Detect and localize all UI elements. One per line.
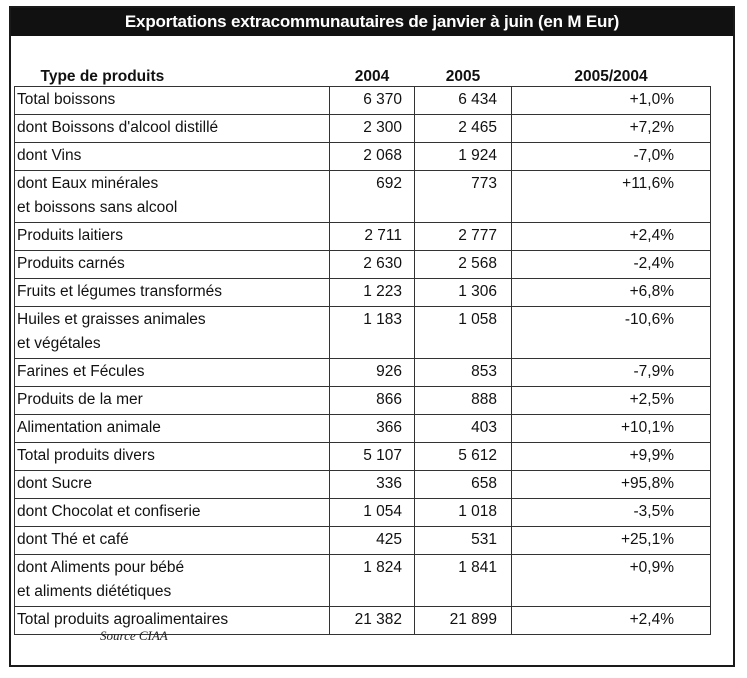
variation-cell: -7,0%: [512, 143, 711, 171]
value-2005-cell: 1 058: [415, 307, 512, 359]
variation-cell: -3,5%: [512, 499, 711, 527]
variation-cell: -10,6%: [512, 307, 711, 359]
variation-cell: +10,1%: [512, 415, 711, 443]
table-row: [15, 387, 711, 415]
value-2005-cell: 21 899: [415, 607, 512, 635]
value-2005-cell: 1 924: [415, 143, 512, 171]
product-type-cell: [15, 471, 330, 499]
product-type-line: dont Vins: [17, 147, 82, 164]
value-2004-cell: 692: [330, 171, 415, 223]
product-type-line: dont Eaux minérales: [17, 175, 159, 192]
table-row: [15, 443, 711, 471]
value-2005-cell: 2 465: [415, 115, 512, 143]
table-row: [15, 499, 711, 527]
product-type-cell: [15, 115, 330, 143]
value-2004-cell: 2 068: [330, 143, 415, 171]
value-2004-cell: 866: [330, 387, 415, 415]
variation-cell: -2,4%: [512, 251, 711, 279]
value-2004-cell: 2 711: [330, 223, 415, 251]
product-type-line: et aliments diététiques: [17, 583, 172, 600]
value-2005-cell: 658: [415, 471, 512, 499]
value-2004-cell: 366: [330, 415, 415, 443]
table-body: [15, 87, 711, 635]
product-type-cell: [15, 143, 330, 171]
product-type-line: et végétales: [17, 335, 101, 352]
product-type-line: et boissons sans alcool: [17, 199, 178, 216]
product-type-cell: [15, 223, 330, 251]
variation-cell: +7,2%: [512, 115, 711, 143]
table-row: [15, 279, 711, 307]
product-type-line: Fruits et légumes transformés: [17, 283, 223, 300]
value-2005-cell: 2 568: [415, 251, 512, 279]
product-type-line: Huiles et graisses animales: [17, 311, 206, 328]
product-type-line: dont Chocolat et confiserie: [17, 503, 201, 520]
value-2005-cell: 773: [415, 171, 512, 223]
variation-cell: +2,4%: [512, 223, 711, 251]
product-type-cell: [15, 87, 330, 115]
product-type-line: Total boissons: [17, 91, 116, 108]
product-type-line: Farines et Fécules: [17, 363, 145, 380]
variation-cell: +11,6%: [512, 171, 711, 223]
table-row: [15, 115, 711, 143]
variation-cell: +95,8%: [512, 471, 711, 499]
product-type-line: Total produits agroalimentaires: [17, 611, 229, 628]
value-2004-cell: 1 223: [330, 279, 415, 307]
value-2005-cell: 6 434: [415, 87, 512, 115]
value-2005-cell: 888: [415, 387, 512, 415]
product-type-cell: [15, 171, 330, 223]
table-row: [15, 415, 711, 443]
exports-table: [14, 60, 711, 635]
product-type-line: dont Thé et café: [17, 531, 129, 548]
table-row: [15, 527, 711, 555]
column-header-type: Type de produits: [40, 68, 165, 85]
product-type-line: Alimentation animale: [17, 419, 161, 436]
value-2004-cell: 926: [330, 359, 415, 387]
variation-cell: +1,0%: [512, 87, 711, 115]
table-row: [15, 555, 711, 607]
variation-cell: +0,9%: [512, 555, 711, 607]
product-type-line: dont Boissons d'alcool distillé: [17, 119, 219, 136]
value-2005-cell: 1 018: [415, 499, 512, 527]
value-2005-cell: 853: [415, 359, 512, 387]
product-type-cell: [15, 359, 330, 387]
product-type-line: Total produits divers: [17, 447, 155, 464]
value-2004-cell: 2 630: [330, 251, 415, 279]
variation-cell: +6,8%: [512, 279, 711, 307]
product-type-line: Produits de la mer: [17, 391, 143, 408]
column-header-2004: 2004: [354, 68, 390, 85]
product-type-cell: [15, 443, 330, 471]
product-type-line: dont Aliments pour bébé: [17, 559, 185, 576]
table-row: [15, 471, 711, 499]
variation-cell: -7,9%: [512, 359, 711, 387]
variation-cell: +25,1%: [512, 527, 711, 555]
product-type-cell: [15, 307, 330, 359]
product-type-cell: [15, 499, 330, 527]
product-type-cell: [15, 527, 330, 555]
value-2005-cell: 2 777: [415, 223, 512, 251]
table-header-row: [15, 60, 711, 87]
table-row: [15, 87, 711, 115]
product-type-line: dont Sucre: [17, 475, 92, 492]
value-2004-cell: 1 183: [330, 307, 415, 359]
table-row: [15, 251, 711, 279]
value-2004-cell: 6 370: [330, 87, 415, 115]
product-type-cell: [15, 555, 330, 607]
value-2005-cell: 1 841: [415, 555, 512, 607]
table-row: [15, 143, 711, 171]
value-2004-cell: 425: [330, 527, 415, 555]
column-header-2005: 2005: [445, 68, 481, 85]
value-2005-cell: 531: [415, 527, 512, 555]
product-type-line: Produits laitiers: [17, 227, 123, 244]
product-type-line: Produits carnés: [17, 255, 125, 272]
product-type-cell: [15, 251, 330, 279]
value-2004-cell: 21 382: [330, 607, 415, 635]
value-2004-cell: 2 300: [330, 115, 415, 143]
table-row: [15, 171, 711, 223]
table-row: [15, 307, 711, 359]
column-header-variation: 2005/2004: [574, 68, 648, 85]
variation-cell: +9,9%: [512, 443, 711, 471]
table-title: Exportations extracommunautaires de janvier à juin (en M Eur): [11, 8, 733, 36]
value-2005-cell: 5 612: [415, 443, 512, 471]
value-2004-cell: 1 054: [330, 499, 415, 527]
source-note: Source CIAA: [100, 628, 168, 643]
value-2005-cell: 403: [415, 415, 512, 443]
value-2005-cell: 1 306: [415, 279, 512, 307]
variation-cell: +2,4%: [512, 607, 711, 635]
variation-cell: +2,5%: [512, 387, 711, 415]
product-type-cell: [15, 279, 330, 307]
value-2004-cell: 336: [330, 471, 415, 499]
table-row: [15, 223, 711, 251]
table-row: [15, 359, 711, 387]
product-type-cell: [15, 415, 330, 443]
product-type-cell: [15, 607, 330, 635]
value-2004-cell: 5 107: [330, 443, 415, 471]
product-type-cell: [15, 387, 330, 415]
value-2004-cell: 1 824: [330, 555, 415, 607]
